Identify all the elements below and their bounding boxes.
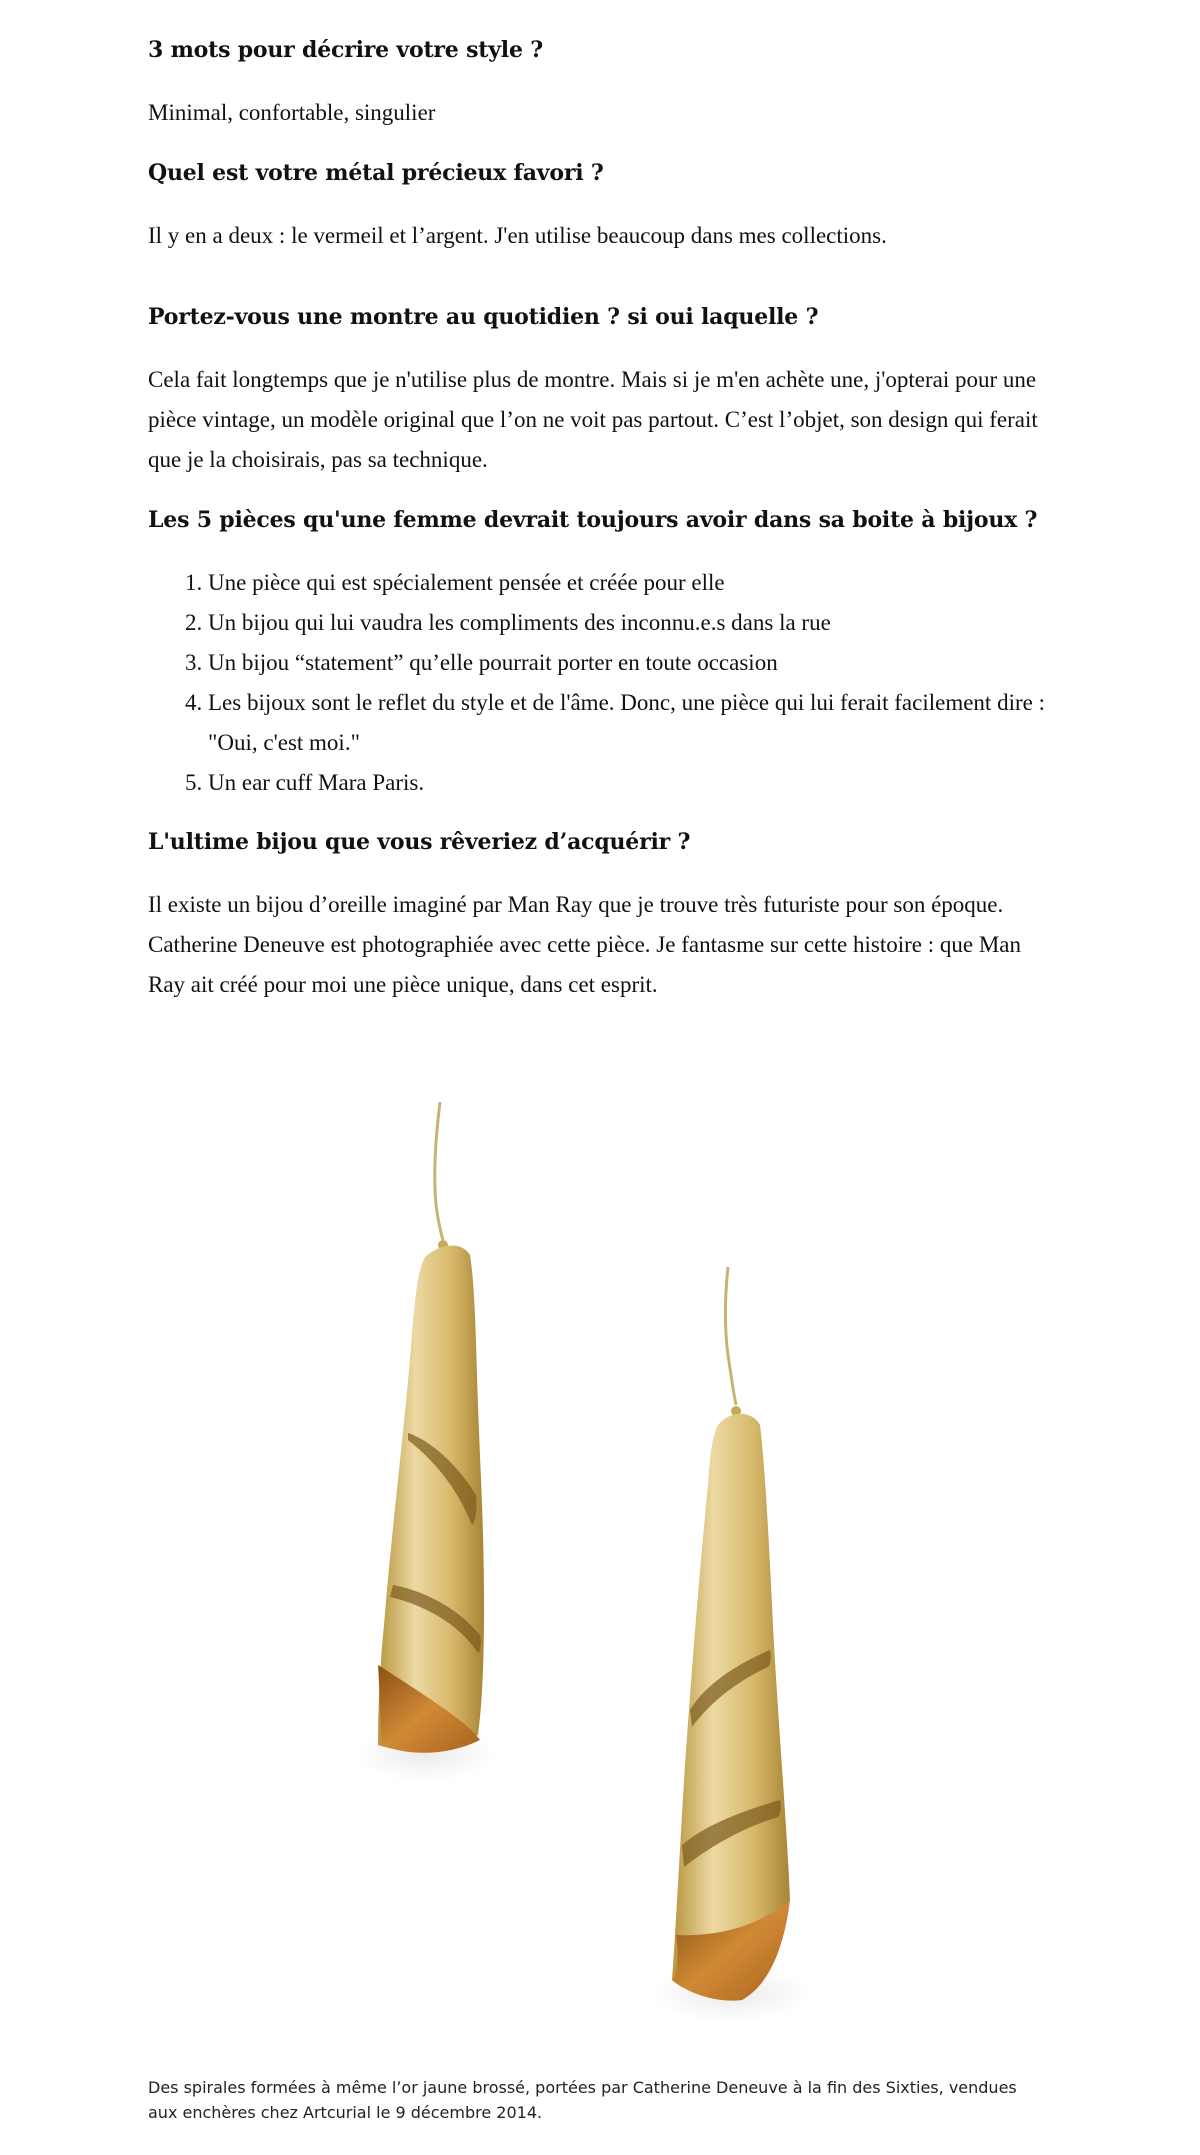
right-earring <box>650 1267 810 2023</box>
question-ultimate-jewel: L'ultime bijou que vous rêveriez d’acquérir ? <box>148 829 691 855</box>
list-item: 1. Une pièce qui est spécialement pensée et créée pour elle <box>208 563 1048 603</box>
list-item: 5. Un ear cuff Mara Paris. <box>208 763 1048 803</box>
earrings-photo <box>0 1045 1200 2035</box>
right-hook <box>725 1267 736 1405</box>
question-five-pieces: Les 5 pièces qu'une femme devrait toujours avoir dans sa boite à bijoux ? <box>148 507 1038 533</box>
question-watch: Portez-vous une montre au quotidien ? si oui laquelle ? <box>148 304 819 330</box>
answer-style: Minimal, confortable, singulier <box>148 100 436 125</box>
question-style: 3 mots pour décrire votre style ? <box>148 37 543 63</box>
list-item: 3. Un bijou “statement” qu’elle pourrait porter en toute occasion <box>208 643 1048 683</box>
answer-watch: Cela fait longtemps que je n'utilise plus de montre. Mais si je m'en achète une, j'opterai pour une pièce vintage, un modèle original que l’on ne voit pas partout. C’est l’objet, son design qui ferait que je la choisirais, pas sa technique. <box>148 367 1038 472</box>
five-pieces-list <box>148 563 1048 803</box>
left-earring <box>355 1102 495 1783</box>
list-item: 2. Un bijou qui lui vaudra les compliments des inconnu.e.s dans la rue <box>208 603 1048 643</box>
question-metal: Quel est votre métal précieux favori ? <box>148 160 604 186</box>
answer-ultimate-jewel: Il existe un bijou d’oreille imaginé par Man Ray que je trouve très futuriste pour son époque. Catherine Deneuve est photographiée avec cette pièce. Je fantasme sur cette histoire : que Man Ray ait créé pour moi une pièce unique, dans cet esprit. <box>148 892 1021 997</box>
photo-caption: Des spirales formées à même l’or jaune brossé, portées par Catherine Deneuve à la fin des Sixties, vendues aux enchères chez Artcurial le 9 décembre 2014. <box>148 2078 1017 2122</box>
list-item: 4. Les bijoux sont le reflet du style et de l'âme. Donc, une pièce qui lui ferait facilement dire : "Oui, c'est moi." <box>208 683 1048 763</box>
spiral-earrings-illustration <box>0 1045 1200 2035</box>
left-hook <box>435 1102 443 1240</box>
answer-metal: Il y en a deux : le vermeil et l’argent. J'en utilise beaucoup dans mes collections. <box>148 223 887 248</box>
